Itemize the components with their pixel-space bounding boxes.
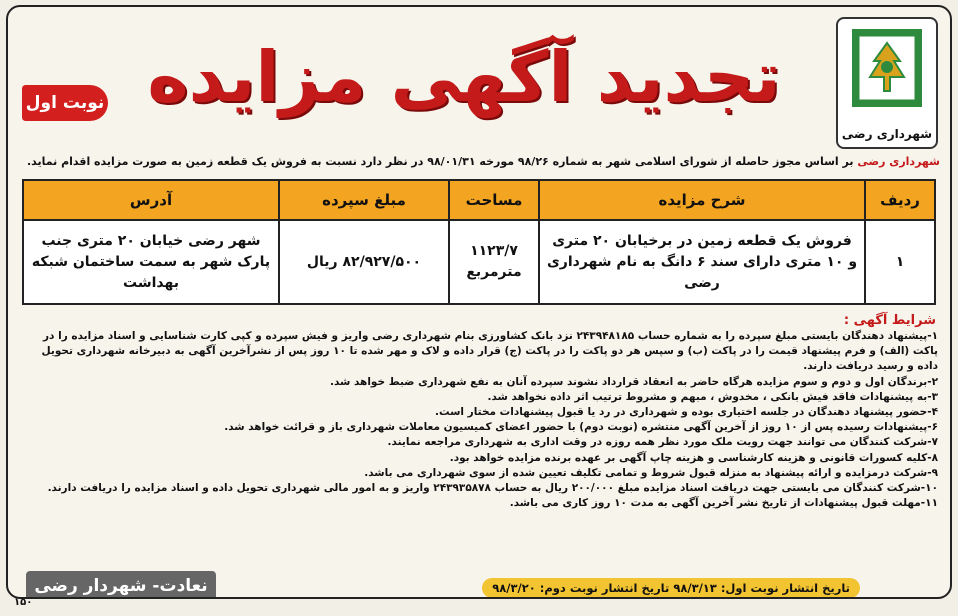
municipality-logo [836, 17, 938, 149]
col-row-number: ردیف [865, 180, 935, 220]
intro-body: بر اساس مجوز حاصله از شورای اسلامی شهر به شماره ۹۸/۲۶ مورخه ۹۸/۰۱/۳۱ در نظر دارد نسبت به فروش یک قطعه زمین به صورت مزایده اقدام نماید. [26, 155, 858, 168]
col-area: مساحت [449, 180, 539, 220]
condition-item: ۷-شرکت کنندگان می توانند جهت رویت ملک مورد نظر همه روزه در وقت اداری به شهرداری مراجعه نمایند. [387, 436, 938, 449]
notice-title: تجدید آگهی مزایده [147, 36, 781, 118]
publication-dates: تاریخ انتشار نوبت اول: ۹۸/۳/۱۳ تاریخ انتشار نوبت دوم: ۹۸/۳/۲۰ [482, 578, 860, 598]
condition-item: ۴-حضور پیشنهاد دهندگان در جلسه اختیاری بوده و شهرداری در رد یا قبول پیشنهادات مختار است. [434, 406, 938, 419]
condition-item: ۱۱-مهلت قبول پیشنهادات از تاریخ نشر آخرین آگهی به مدت ۱۰ روز کاری می باشد. [509, 497, 938, 510]
emblem-icon [850, 27, 924, 109]
condition-item: ۱۰-شرکت کنندگان می بایستی جهت دریافت اسناد مزایده مبلغ ۲۰۰/۰۰۰ ریال به حساب ۲۴۳۹۳۵۸۷۸ واریز و به امور مالی شهرداری تحویل داده و اسناد مزایده را دریافت دارند. [47, 482, 938, 495]
condition-item: ۸-کلیه کسورات قانونی و هزینه کارشناسی و هزینه چاپ آگهی بر عهده برنده مزایده خواهد بود. [449, 451, 938, 464]
auction-table [22, 179, 936, 305]
logo-caption: شهرداری رضی [841, 127, 933, 141]
cell-description: فروش یک قطعه زمین در برخیابان ۲۰ متری و ۱۰ متری دارای سند ۶ دانگ به نام شهرداری رضی [539, 220, 865, 304]
cell-address: شهر رضی خیابان ۲۰ متری جنب پارک شهر به سمت ساختمان شبکه بهداشت [23, 220, 279, 304]
condition-item: ۳-به پیشنهادات فاقد فیش بانکی ، مخدوش ، مبهم و مشروط ترتیب اثر داده نخواهد شد. [487, 390, 938, 403]
table-row [23, 220, 935, 304]
intro-text [22, 155, 940, 168]
cell-row-number: ۱ [865, 220, 935, 304]
condition-item: ۹-شرکت درمزایده و ارائه پیشنهاد به منزله قبول شروط و تمامی تکلیف تعیین شده از سوی شهرداری می باشد. [364, 466, 938, 479]
notice-frame [6, 5, 952, 599]
condition-item: ۱-پیشنهاد دهندگان بایستی مبلغ سپرده را به شماره حساب ۲۴۳۹۴۸۱۸۵ نزد بانک کشاورزی بنام شهرداری رضی واریز و فیش سپرده و کپی کارت شناسایی و اسناد مزایده را در پاکت (الف) و فرم پیشنهاد قیمت را در پاکت (ب) و سپس هر دو پاکت را در پاکت (ج) قرار داده و لاک و مهر شده تا ۱۰ روز پس از نشرآخرین آگهی به دبیرخانه شهرداری تحویل داده و رسید دریافت دارند. [41, 330, 938, 373]
col-description: شرح مزایده [539, 180, 865, 220]
conditions-title: شرایط آگهی : [843, 313, 936, 328]
signature-box: نعادت- شهردار رضی [26, 571, 216, 599]
cell-deposit: ۸۲/۹۲۷/۵۰۰ ریال [279, 220, 449, 304]
cell-area: ۱۱۲۳/۷ مترمربع [449, 220, 539, 304]
conditions-list [22, 329, 938, 511]
notice-header [8, 7, 950, 149]
col-deposit: مبلغ سپرده [279, 180, 449, 220]
intro-org: شهرداری رضی [857, 155, 940, 168]
page-number: ۱۵۰ [14, 597, 33, 608]
condition-item: ۶-پیشنهادات رسیده پس از ۱۰ روز از آخرین آگهی منتشره (نوبت دوم) با حضور اعضای کمیسیون معاملات شهرداری باز و قرائت خواهد شد. [224, 421, 938, 434]
round-badge: نوبت اول [22, 85, 108, 121]
table-header-row [23, 180, 935, 220]
condition-item: ۲-برندگان اول و دوم و سوم مزایده هرگاه حاضر به انعقاد قرارداد نشوند سپرده آنان به نفع شهرداری ضبط خواهد شد. [329, 375, 938, 388]
col-address: آدرس [23, 180, 279, 220]
